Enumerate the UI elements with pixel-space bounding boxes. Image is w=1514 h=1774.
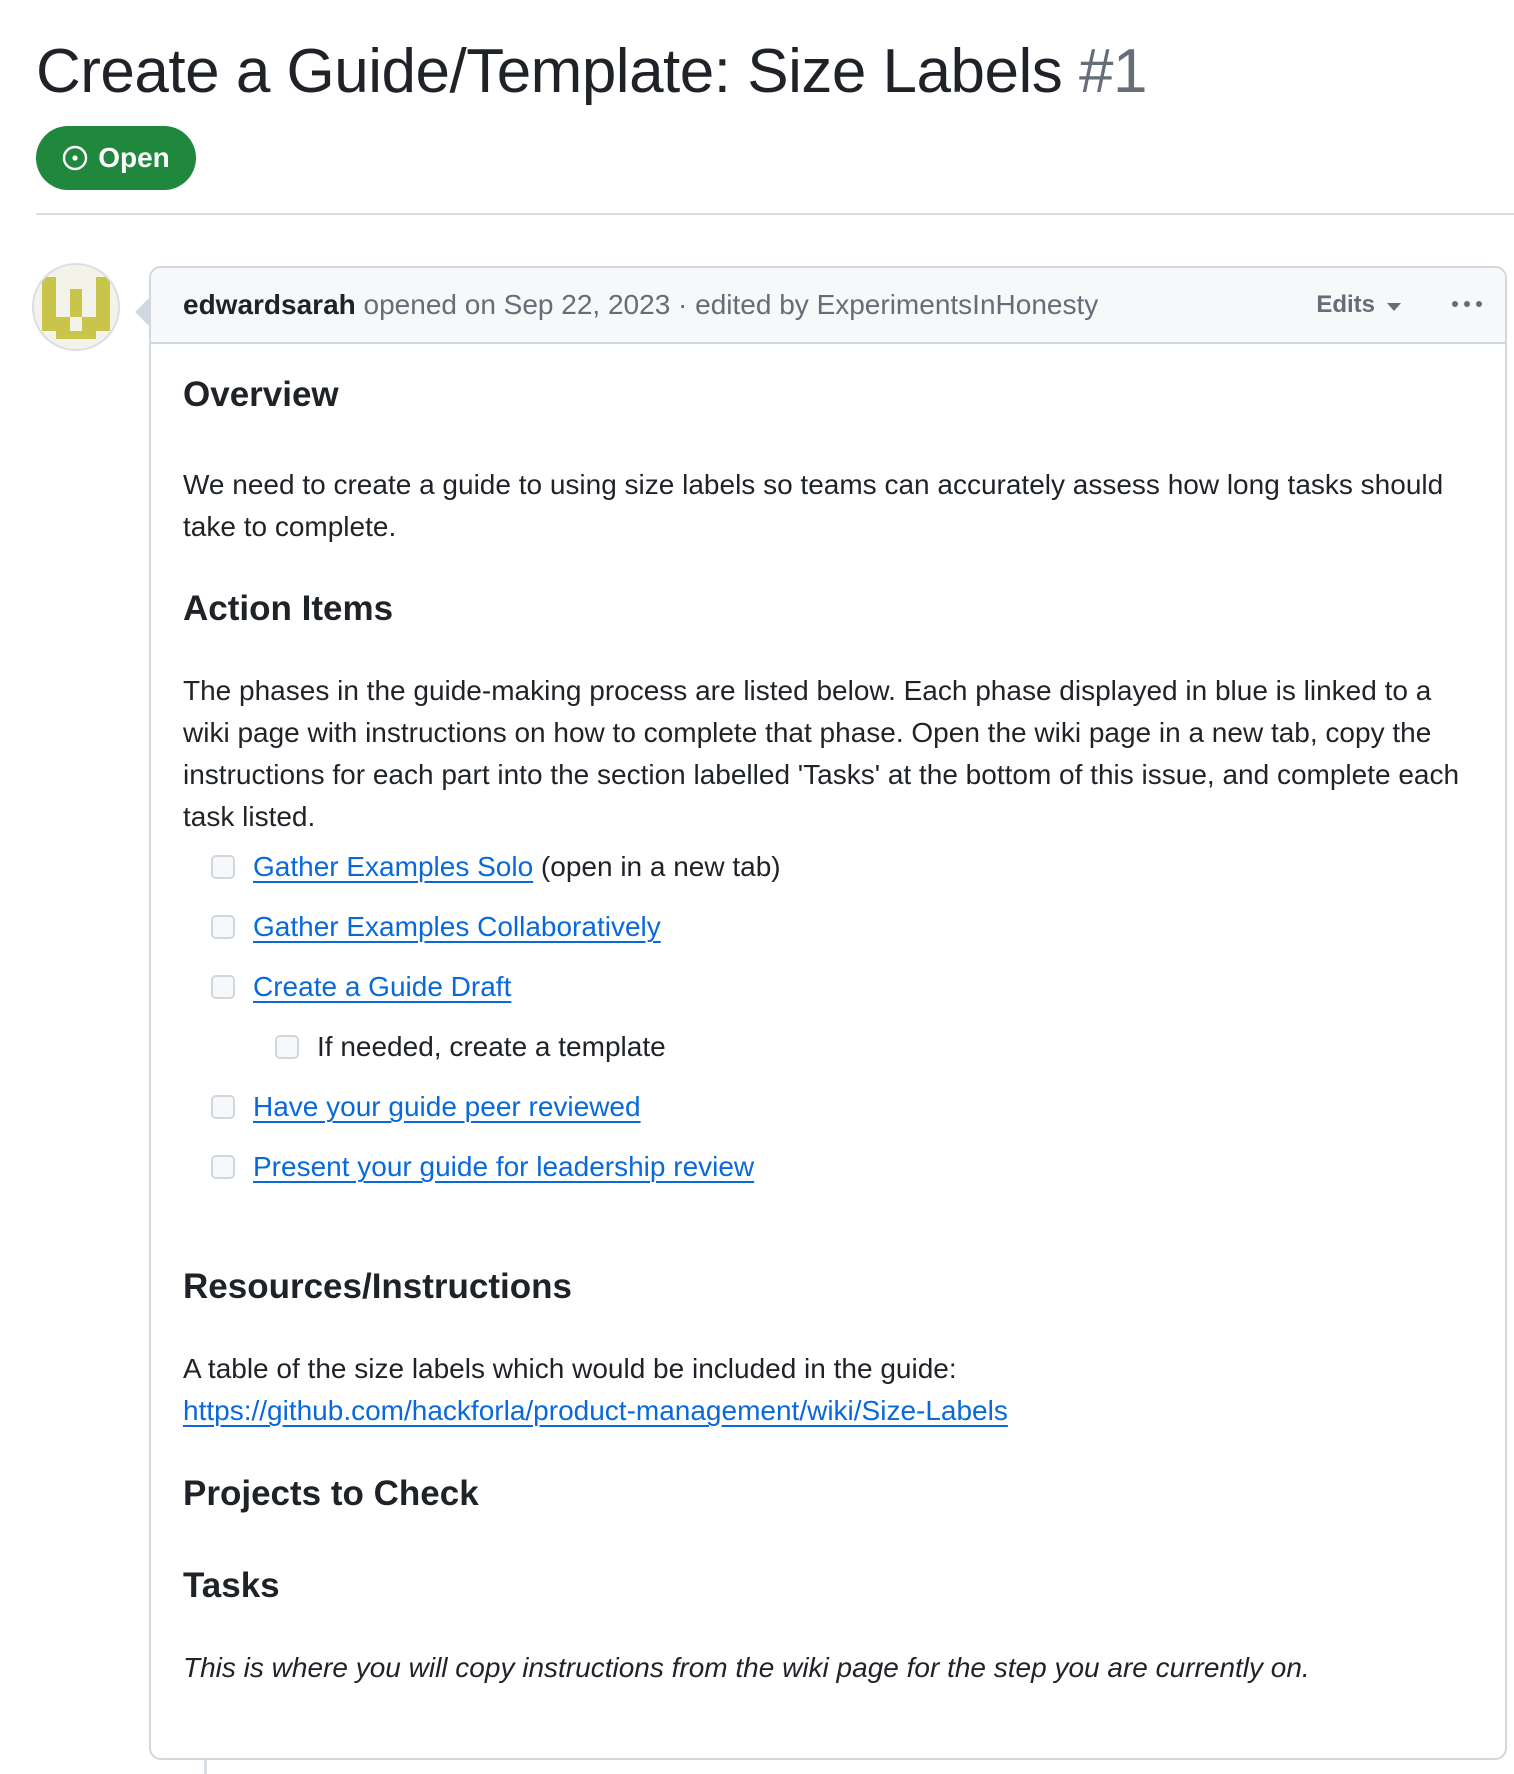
task-link-create-guide-draft[interactable]: Create a Guide Draft (253, 971, 512, 1002)
action-items-text: The phases in the guide-making process are listed below. Each phase displayed in blue is linked to a wiki page with instructions on how to complete that phase. Open the wiki page in a new tab, copy the instructions for each part into the section labelled 'Tasks' at the bottom of this issue, and complete each task listed. (183, 675, 1460, 832)
issue-state-label: Open (98, 142, 170, 173)
issue-opened-icon (62, 145, 88, 171)
task-suffix: (open in a new tab) (533, 851, 781, 882)
comment-header-text (183, 289, 1098, 321)
identicon-avatar-icon (34, 265, 118, 349)
task-item-create-guide-draft (211, 966, 511, 1008)
projects-heading: Projects to Check (183, 1474, 479, 1513)
tasks-text: This is where you will copy instructions from the wiki page for the step you are currently on. (183, 1652, 1310, 1683)
issue-comment (149, 266, 1507, 1760)
issue-number: #1 (1079, 37, 1147, 106)
comment-meta: opened on Sep 22, 2023 · edited by ExperimentsInHonesty (363, 289, 1099, 320)
kebab-horizontal-icon[interactable] (1447, 286, 1487, 322)
task-item-leadership-review (211, 1146, 754, 1188)
task-item-gather-examples-solo (211, 846, 781, 888)
task-checkbox[interactable] (211, 975, 235, 999)
edits-dropdown[interactable] (1316, 291, 1401, 319)
comment-header (151, 268, 1505, 344)
issue-state-badge (36, 126, 196, 190)
task-item-gather-examples-collaboratively (211, 906, 661, 948)
action-items-heading: Action Items (183, 589, 394, 628)
size-labels-wiki-link[interactable]: https://github.com/hackforla/product-management/wiki/Size-Labels (183, 1395, 1008, 1426)
overview-text: We need to create a guide to using size labels so teams can accurately assess how long tasks should take to complete. (183, 469, 1444, 542)
task-item-create-template (275, 1026, 666, 1068)
header-divider (36, 213, 1514, 215)
resources-heading: Resources/Instructions (183, 1267, 572, 1306)
issue-title-text: Create a Guide/Template: Size Labels (36, 37, 1063, 106)
author-avatar[interactable] (34, 265, 118, 349)
author-link[interactable]: edwardsarah (183, 289, 356, 320)
overview-heading: Overview (183, 375, 339, 414)
task-link-peer-review[interactable]: Have your guide peer reviewed (253, 1091, 641, 1122)
task-checkbox[interactable] (211, 1155, 235, 1179)
task-text-create-template: If needed, create a template (317, 1031, 666, 1062)
task-link-leadership-review[interactable]: Present your guide for leadership review (253, 1151, 755, 1182)
task-link-gather-examples-collaboratively[interactable]: Gather Examples Collaboratively (253, 911, 661, 942)
task-checkbox[interactable] (211, 855, 235, 879)
tasks-heading: Tasks (183, 1566, 280, 1605)
caret-down-icon (1387, 303, 1401, 311)
resources-text (183, 1348, 1475, 1432)
task-checkbox[interactable] (275, 1035, 299, 1059)
issue-title (36, 36, 1147, 107)
task-item-peer-review (211, 1086, 641, 1128)
task-link-gather-examples-solo[interactable]: Gather Examples Solo (253, 851, 534, 882)
resources-description: A table of the size labels which would be included in the guide: (183, 1353, 957, 1384)
task-checkbox[interactable] (211, 1095, 235, 1119)
task-checkbox[interactable] (211, 915, 235, 939)
edits-label: Edits (1316, 291, 1375, 318)
